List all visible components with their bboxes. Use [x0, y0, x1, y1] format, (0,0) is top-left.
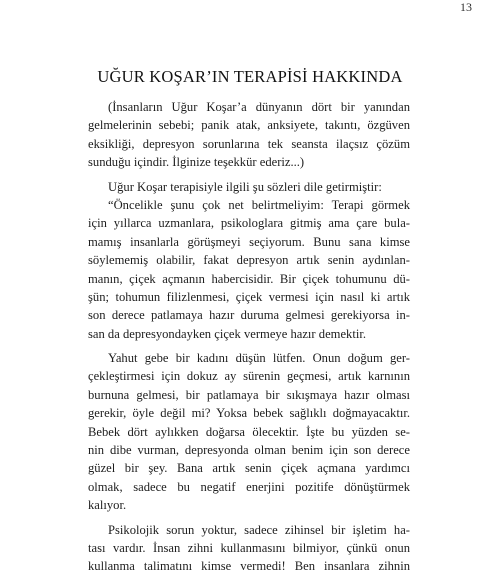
text-line: son derece patlamaya hazır duruma gelmesi gerekiyorsa in- — [88, 308, 410, 323]
text-line: san da depresyondayken çiçek vermeye hazır demektir. — [88, 326, 366, 341]
text-line: nin dibe vurman, depresyonda olman benim için son derece — [88, 443, 410, 458]
text-line: kalıyor. — [88, 498, 127, 513]
text-line: burnuna gelmesi, bir patlamaya bir sıkışmaya hazır olması — [88, 387, 410, 402]
paragraph-quote-3 — [88, 521, 410, 576]
text-line: çekleştirmesi için dokuz ay sürenin geçmesi, artık karnının — [88, 369, 410, 384]
text-line: eksikliği, depresyon sorunlarına tek seansta ilaçsız çözüm — [88, 136, 410, 151]
body-text — [88, 98, 410, 576]
text-line: Psikolojik sorun yoktur, sadece zihinsel bir işletim ha- — [108, 522, 410, 537]
text-line: Yahut gebe bir kadını düşün lütfen. Onun doğum ger- — [108, 351, 410, 366]
text-line: manın, çiçek açmanın habercisidir. Bir çiçek tohumunu dü- — [88, 271, 410, 286]
paragraph-statement-intro — [88, 178, 410, 196]
chapter-title: UĞUR KOŞAR’IN TERAPİSİ HAKKINDA — [97, 67, 403, 86]
text-line: “Öncelikle şunu çok net belirtmeliyim: Terapi görmek — [108, 197, 410, 212]
text-line: Uğur Koşar terapisiyle ilgili şu sözleri dile getirmiştir: — [108, 179, 382, 194]
text-line: tası vardır. İnsan zihni kullanmasını bilmiyor, çünkü onun — [88, 540, 410, 555]
page-number: 13 — [460, 0, 472, 14]
text-line: sunduğu içindir. İlginize teşekkür ederiz...) — [88, 155, 305, 170]
paragraph-intro — [88, 98, 410, 172]
text-line: için yıllarca uzmanlara, psikologlara gitmiş ama çare bula- — [88, 216, 410, 231]
text-line: gelmelerinin sebebi; panik atak, anksiyete, takıntı, özgüven — [88, 118, 410, 133]
text-line: (İnsanların Uğur Koşar’a dünyanın dört bir yanından — [108, 100, 410, 114]
text-line: şün; tohumun filizlenmesi, çiçek vermesi için nasıl ki artık — [88, 289, 410, 304]
paragraph-quote-1 — [88, 196, 410, 343]
text-line: olmak, sadece bu negatif enerjini pozitife dönüştürmek — [88, 479, 410, 494]
text-line: kullanma talimatını kimse vermedi! Ben insanlara zihnin — [88, 559, 410, 574]
text-line: söylememiş olabilir, fakat depresyon artık senin aydınlan- — [88, 253, 410, 268]
text-line: Bebek dört aylıkken doğarsa ölecektir. İşte bu yüzden se- — [88, 424, 410, 439]
paragraph-quote-2 — [88, 349, 410, 515]
text-line: gerekir, öyle değil mi? Yoksa bebek sağlıklı doğmayacaktır. — [88, 406, 410, 421]
text-line: mamış insanlarla görüşmeyi seçiyorum. Bunu sana kimse — [88, 234, 410, 249]
text-line: güzel bir şey. Bana artık senin çiçek açmana yardımcı — [88, 461, 410, 476]
